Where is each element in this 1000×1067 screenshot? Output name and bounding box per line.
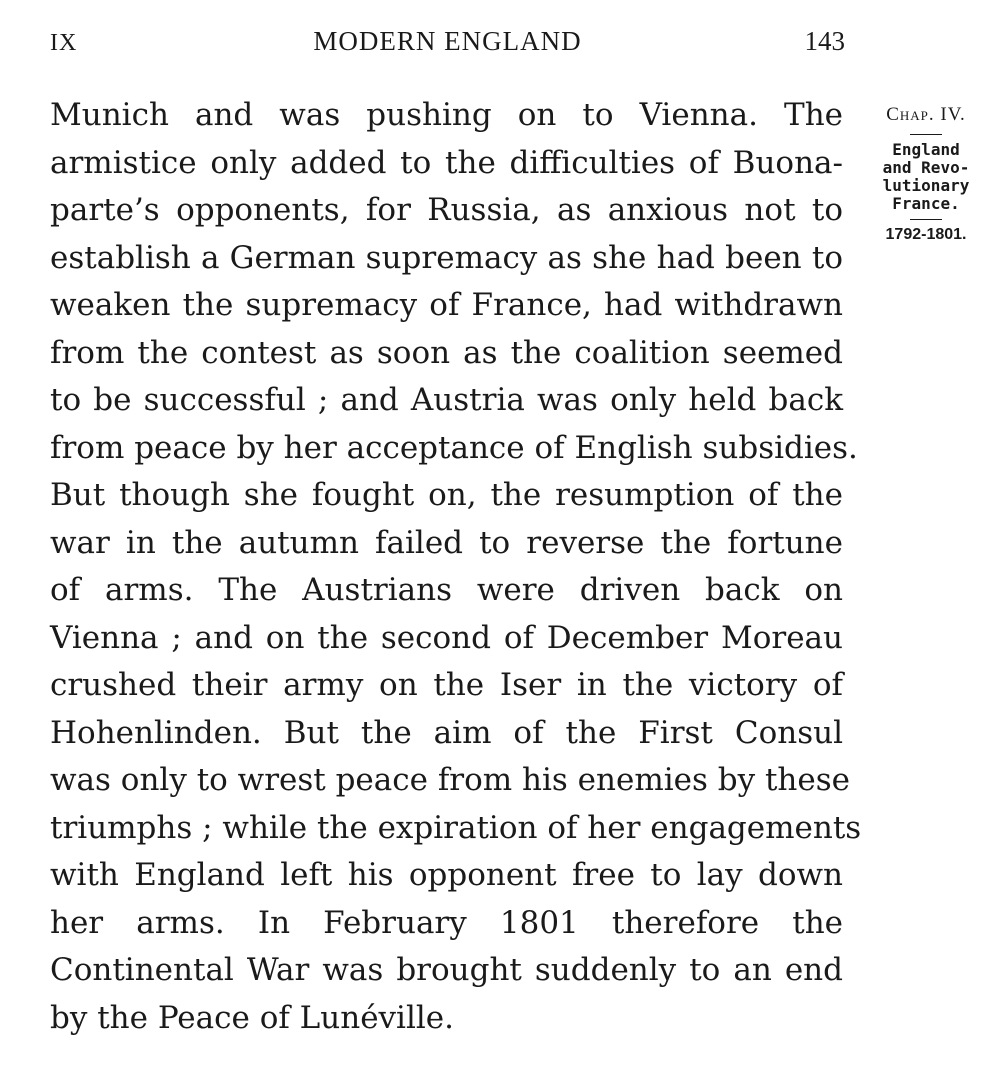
text-line: But though she fought on, the resumption of the [50,477,843,513]
text-line: her arms. In February 1801 therefore the [50,904,843,941]
text-line: crushed their army on the Iser in the victory of [50,667,843,703]
margin-topic [862,141,990,213]
text-line: Continental War was brought suddenly to an end [50,952,843,988]
divider [910,219,942,220]
body-text [50,92,862,1042]
page-number: 143 [804,26,845,56]
margin-topic-line: France. [892,194,960,213]
text-line: armistice only added to the difficulties of Buona- [50,144,843,181]
text-line: with England left his opponent free to lay down [50,857,843,893]
margin-topic-line: lutionary [882,176,970,195]
chapter-numeral: IX [50,30,78,56]
text-line: of arms. The Austrians were driven back on [50,572,843,608]
margin-topic-line: England [892,140,960,159]
margin-dates: 1792-1801. [885,226,967,243]
margin-topic-line: and Revo- [882,158,970,177]
text-line: Vienna ; and on the second of December Moreau [50,619,843,656]
text-line: Hohenlinden. But the aim of the First Consul [50,714,843,751]
margin-note [862,102,990,244]
page-header [50,22,845,62]
running-title: MODERN ENGLAND [313,26,582,56]
text-line: war in the autumn failed to reverse the fortune [50,524,843,561]
text-line: parte’s opponents, for Russia, as anxious not to [50,192,843,228]
text-line: establish a German supremacy as she had been to [50,239,843,276]
text-line: was only to wrest peace from his enemies by these [50,762,850,798]
text-line: to be successful ; and Austria was only held back [50,382,843,418]
text-line: Munich and was pushing on to Vienna. The [50,97,843,133]
text-line: by the Peace of Lunéville. [50,999,454,1036]
text-line: triumphs ; while the expiration of her engagements [50,809,862,846]
divider [910,134,942,135]
text-line: from the contest as soon as the coalition seemed [50,334,843,371]
text-line: from peace by her acceptance of English subsidies. [50,429,858,466]
chapter-reference: Chap. IV. [886,104,966,125]
text-line: weaken the supremacy of France, had withdrawn [50,287,843,323]
